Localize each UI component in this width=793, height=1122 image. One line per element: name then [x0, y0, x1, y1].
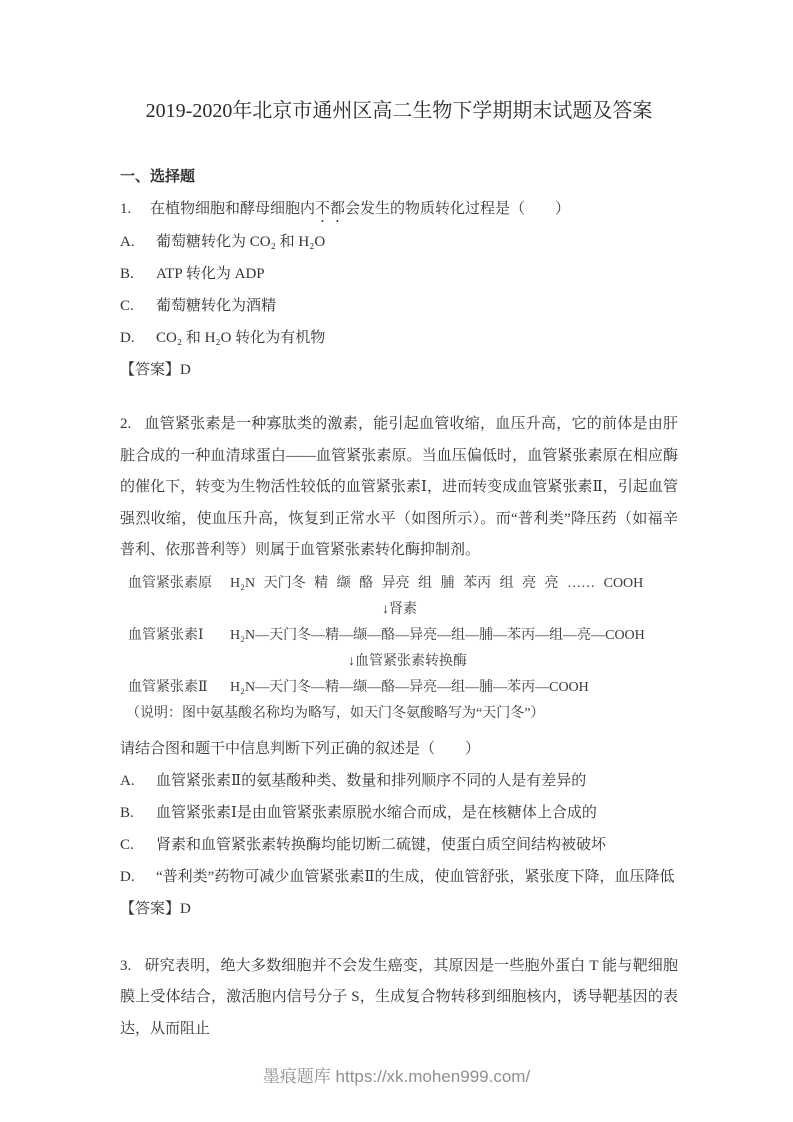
option-letter: A. — [120, 234, 135, 250]
option-letter: B. — [120, 804, 134, 821]
option-text: 肾素和血管紧张素转换酶均能切断二硫键，使蛋白质空间结构被破坏 — [156, 836, 607, 853]
question-number: 1. — [120, 201, 132, 217]
diagram-row-label: 血管紧张素Ⅰ — [128, 627, 204, 643]
option-text: “普利类”药物可减少血管紧张素Ⅱ的生成，使血管舒张，紧张度下降，血压降低 — [156, 868, 675, 885]
option-a — [120, 765, 678, 797]
diagram-row-angiotensin-1 — [120, 623, 678, 649]
renin-arrow-label: ↓肾素 — [382, 601, 417, 617]
section-header: 一、选择题 — [120, 169, 196, 185]
amino-acid-chain: H₂N—天门冬—精—缬—酪—异亮—组—脯—苯丙—COOH — [230, 679, 589, 695]
question-3-stem — [120, 951, 678, 1046]
option-letter: C. — [120, 836, 134, 853]
option-b — [120, 797, 678, 829]
question-stem-text: 研究表明，绝大多数细胞并不会发生癌变，其原因是一些胞外蛋白 T 能与靶细胞膜上受体结合，激活胞内信号分子 S，生成复合物转移到细胞核内，诱导靶基因的表达，从而阻止 — [120, 957, 678, 1037]
option-text: ATP 转化为 ADP — [156, 266, 265, 282]
answer-line: 【答案】D — [120, 362, 191, 378]
option-a — [120, 226, 678, 258]
stem-post: 会发生的物质转化过程是（ ） — [345, 201, 571, 217]
document-body — [120, 0, 678, 1045]
question-number: 2. — [120, 416, 132, 432]
stem-pre: 在植物细胞和酵母细胞内 — [150, 201, 316, 217]
question-stem-text: 血管紧张素是一种寡肽类的激素，能引起血管收缩，血压升高，它的前体是由肝脏合成的一种血清球蛋白——血管紧张素原。当血压偏低时，血管紧张素原在相应酶的催化下，转变为生物活性较低的血管紧张素Ⅰ，进而转变成血管紧张素Ⅱ，引起血管强烈收缩，使血压升高，恢复到正常水平（如图所示）。而“普利类”降压药（如福辛普利、依那普利等）则属于血管紧张素转化酶抑制剂。 — [120, 416, 678, 558]
diagram-note: （说明：图中氨基酸名称均为略写，如天门冬氨酸略写为“天门冬”） — [126, 705, 545, 721]
option-letter: D. — [120, 330, 135, 346]
option-letter: B. — [120, 266, 134, 282]
option-text: 血管紧张素Ⅱ的氨基酸种类、数量和排列顺序不同的人是有差异的 — [156, 772, 587, 789]
question-2 — [120, 409, 678, 925]
question-1 — [120, 193, 678, 386]
diagram-row-label: 血管紧张素原 — [128, 575, 212, 591]
option-text: 葡萄糖转化为 CO₂ 和 H₂O — [156, 234, 326, 250]
footer-site-link[interactable]: 墨痕题库 https://xk.mohen999.com/ — [262, 1067, 531, 1086]
question-2-stem — [120, 409, 678, 567]
question-number: 3. — [120, 957, 132, 974]
footer — [0, 1063, 793, 1091]
diagram-row-label: 血管紧张素Ⅱ — [128, 679, 208, 695]
option-text: 葡萄糖转化为酒精 — [156, 298, 277, 314]
answer-line: 【答案】D — [120, 900, 191, 917]
option-text: 血管紧张素Ⅰ是由血管紧张素原脱水缩合而成，是在核糖体上合成的 — [156, 804, 597, 821]
question-stem-text — [150, 193, 570, 226]
amino-acid-chain: H₂N 天门冬 精 缬 酪 异亮 组 脯 苯丙 组 亮 亮 …… COOH — [230, 575, 644, 591]
option-letter: A. — [120, 772, 135, 789]
option-text: CO₂ 和 H₂O 转化为有机物 — [156, 330, 326, 346]
stem-emphasis: 不都 — [315, 201, 346, 217]
option-b — [120, 258, 678, 290]
question-3 — [120, 951, 678, 1046]
page-title: 2019-2020年北京市通州区高二生物下学期期末试题及答案 — [145, 100, 653, 122]
question-1-stem — [120, 193, 678, 226]
converting-enzyme-arrow-label: ↓血管紧张素转换酶 — [348, 653, 467, 669]
angiotensin-diagram — [120, 571, 678, 727]
option-c — [120, 829, 678, 861]
diagram-row-angiotensinogen — [120, 571, 678, 597]
amino-acid-chain: H₂N—天门冬—精—缬—酪—异亮—组—脯—苯丙—组—亮—COOH — [230, 627, 645, 643]
diagram-row-angiotensin-2 — [120, 675, 678, 701]
option-letter: D. — [120, 868, 135, 885]
question-2-ask: 请结合图和题干中信息判断下列正确的叙述是（ ） — [120, 740, 481, 757]
option-d — [120, 322, 678, 354]
option-d — [120, 861, 678, 893]
option-letter: C. — [120, 298, 134, 314]
option-c — [120, 290, 678, 322]
